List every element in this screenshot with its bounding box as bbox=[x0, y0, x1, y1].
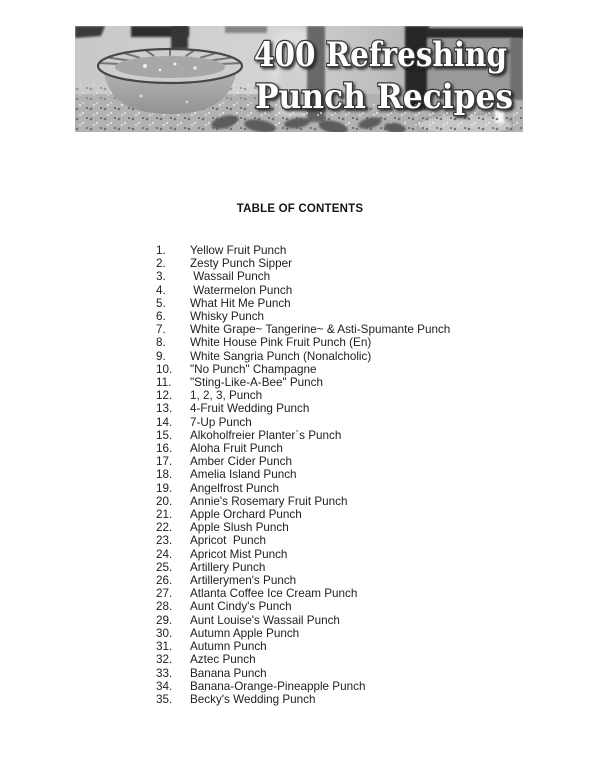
toc-entry-title: Whisky Punch bbox=[190, 310, 265, 324]
toc-entry-title: Apricot Mist Punch bbox=[190, 547, 288, 561]
toc-entry-number: 19. bbox=[156, 481, 173, 495]
toc-entry-number: 15. bbox=[156, 428, 173, 442]
toc-entry bbox=[156, 614, 576, 627]
toc-entry-title: White Grape~ Tangerine~ & Asti-Spumante Punch bbox=[190, 323, 451, 337]
toc-entry bbox=[156, 284, 576, 297]
toc-entry-title: White House Pink Fruit Punch (En) bbox=[190, 336, 372, 350]
toc-entry-number: 25. bbox=[156, 560, 173, 574]
toc-entry bbox=[156, 402, 576, 415]
toc-entry-number: 5. bbox=[156, 296, 166, 310]
toc-entry-number: 23. bbox=[156, 534, 173, 548]
toc-entry bbox=[156, 521, 576, 534]
toc-entry-title: Amber Cider Punch bbox=[190, 455, 292, 469]
toc-entry bbox=[156, 680, 576, 693]
toc-entry-number: 27. bbox=[156, 587, 173, 601]
toc-entry-number: 8. bbox=[156, 336, 166, 350]
toc-entry bbox=[156, 653, 576, 666]
toc-entry-number: 35. bbox=[156, 692, 173, 706]
toc-entry bbox=[156, 389, 576, 402]
toc-entry-number: 30. bbox=[156, 626, 173, 640]
toc-entry-title: Wassail Punch bbox=[190, 270, 271, 284]
toc-entry-title: Banana-Orange-Pineapple Punch bbox=[190, 679, 366, 693]
toc-entry-number: 32. bbox=[156, 653, 173, 667]
toc-entry-number: 24. bbox=[156, 547, 173, 561]
toc-entry-title: Autumn Punch bbox=[190, 640, 267, 654]
toc-entry-title: Apricot Punch bbox=[190, 534, 267, 548]
toc-entry bbox=[156, 310, 576, 323]
toc-entry-title: Becky's Wedding Punch bbox=[190, 692, 316, 706]
punch-bowl-photo bbox=[75, 26, 523, 132]
toc-entry-number: 13. bbox=[156, 402, 173, 416]
toc-entry-number: 28. bbox=[156, 600, 173, 614]
toc-entry bbox=[156, 244, 576, 257]
toc-entry-number: 7. bbox=[156, 323, 166, 337]
toc-entry bbox=[156, 561, 576, 574]
toc-entry-title: White Sangria Punch (Nonalcholic) bbox=[190, 349, 372, 363]
toc-list bbox=[156, 244, 576, 706]
toc-entry-number: 31. bbox=[156, 640, 173, 654]
toc-entry bbox=[156, 534, 576, 547]
toc-entry-number: 22. bbox=[156, 521, 173, 535]
toc-entry-title: "Sting-Like-A-Bee" Punch bbox=[190, 376, 324, 390]
toc-entry-number: 9. bbox=[156, 349, 166, 363]
toc-entry-number: 14. bbox=[156, 415, 173, 429]
toc-entry bbox=[156, 416, 576, 429]
toc-entry bbox=[156, 363, 576, 376]
toc-entry bbox=[156, 495, 576, 508]
toc-entry bbox=[156, 574, 576, 587]
toc-entry-title: Aloha Fruit Punch bbox=[190, 442, 283, 456]
toc-entry-number: 4. bbox=[156, 283, 166, 297]
toc-entry bbox=[156, 442, 576, 455]
toc-entry-number: 1. bbox=[156, 244, 166, 257]
toc-entry-number: 21. bbox=[156, 508, 173, 522]
toc-entry bbox=[156, 600, 576, 613]
toc-entry bbox=[156, 376, 576, 389]
toc-entry bbox=[156, 429, 576, 442]
toc-entry-title: Yellow Fruit Punch bbox=[190, 244, 287, 257]
toc-entry-title: Amelia Island Punch bbox=[190, 468, 297, 482]
toc-entry bbox=[156, 257, 576, 270]
toc-entry-title: Banana Punch bbox=[190, 666, 267, 680]
toc-entry-title: Apple Orchard Punch bbox=[190, 508, 302, 522]
toc-entry-title: Zesty Punch Sipper bbox=[190, 257, 292, 271]
toc-entry bbox=[156, 548, 576, 561]
toc-entry-number: 29. bbox=[156, 613, 173, 627]
toc-entry bbox=[156, 640, 576, 653]
toc-entry bbox=[156, 297, 576, 310]
toc-entry-number: 17. bbox=[156, 455, 173, 469]
toc-entry-title: "No Punch" Champagne bbox=[190, 362, 317, 376]
toc-entry bbox=[156, 336, 576, 349]
toc-entry-number: 10. bbox=[156, 362, 173, 376]
toc-entry bbox=[156, 508, 576, 521]
toc-entry-title: Watermelon Punch bbox=[190, 283, 293, 297]
toc-entry-title: Apple Slush Punch bbox=[190, 521, 289, 535]
toc-entry bbox=[156, 482, 576, 495]
toc-entry bbox=[156, 667, 576, 680]
toc-entry bbox=[156, 587, 576, 600]
toc-entry bbox=[156, 350, 576, 363]
toc-entry-title: Autumn Apple Punch bbox=[190, 626, 300, 640]
toc-entry-number: 18. bbox=[156, 468, 173, 482]
toc-entry-number: 3. bbox=[156, 270, 166, 284]
toc-entry-title: Aunt Louise's Wassail Punch bbox=[190, 613, 340, 627]
toc-entry-number: 11. bbox=[156, 376, 172, 390]
toc-entry-title: Alkoholfreier Planter`s Punch bbox=[190, 428, 342, 442]
toc-entry-number: 16. bbox=[156, 442, 173, 456]
toc-entry-title: Aunt Cindy's Punch bbox=[190, 600, 292, 614]
toc-entry-title: Annie's Rosemary Fruit Punch bbox=[190, 494, 348, 508]
toc-heading: TABLE OF CONTENTS bbox=[236, 203, 364, 215]
toc-entry bbox=[156, 627, 576, 640]
toc-entry bbox=[156, 270, 576, 283]
toc-entry-title: Angelfrost Punch bbox=[190, 481, 280, 495]
toc-entry-number: 2. bbox=[156, 257, 166, 271]
toc-entry-title: 7-Up Punch bbox=[190, 415, 252, 429]
toc-entry bbox=[156, 468, 576, 481]
toc-entry bbox=[156, 455, 576, 468]
toc-entry bbox=[156, 693, 576, 706]
toc-entry bbox=[156, 323, 576, 336]
toc-entry-title: What Hit Me Punch bbox=[190, 296, 291, 310]
toc-entry-title: Aztec Punch bbox=[190, 653, 256, 667]
toc-entry-number: 34. bbox=[156, 679, 173, 693]
toc-entry-number: 26. bbox=[156, 574, 173, 588]
toc-entry-number: 6. bbox=[156, 310, 166, 324]
toc-entry-title: 1, 2, 3, Punch bbox=[190, 389, 263, 403]
toc-entry-number: 12. bbox=[156, 389, 173, 403]
toc-entry-title: 4-Fruit Wedding Punch bbox=[190, 402, 310, 416]
toc-entry-title: Atlanta Coffee Ice Cream Punch bbox=[190, 587, 358, 601]
toc-entry-number: 33. bbox=[156, 666, 173, 680]
banner-title-line2: Punch Recipes bbox=[255, 77, 513, 117]
toc-entry-number: 20. bbox=[156, 494, 173, 508]
toc-entry-title: Artillerymen's Punch bbox=[190, 574, 297, 588]
toc-entry-title: Artillery Punch bbox=[190, 560, 266, 574]
banner-image bbox=[75, 26, 523, 132]
banner-title-line1: 400 Refreshing bbox=[254, 35, 507, 75]
